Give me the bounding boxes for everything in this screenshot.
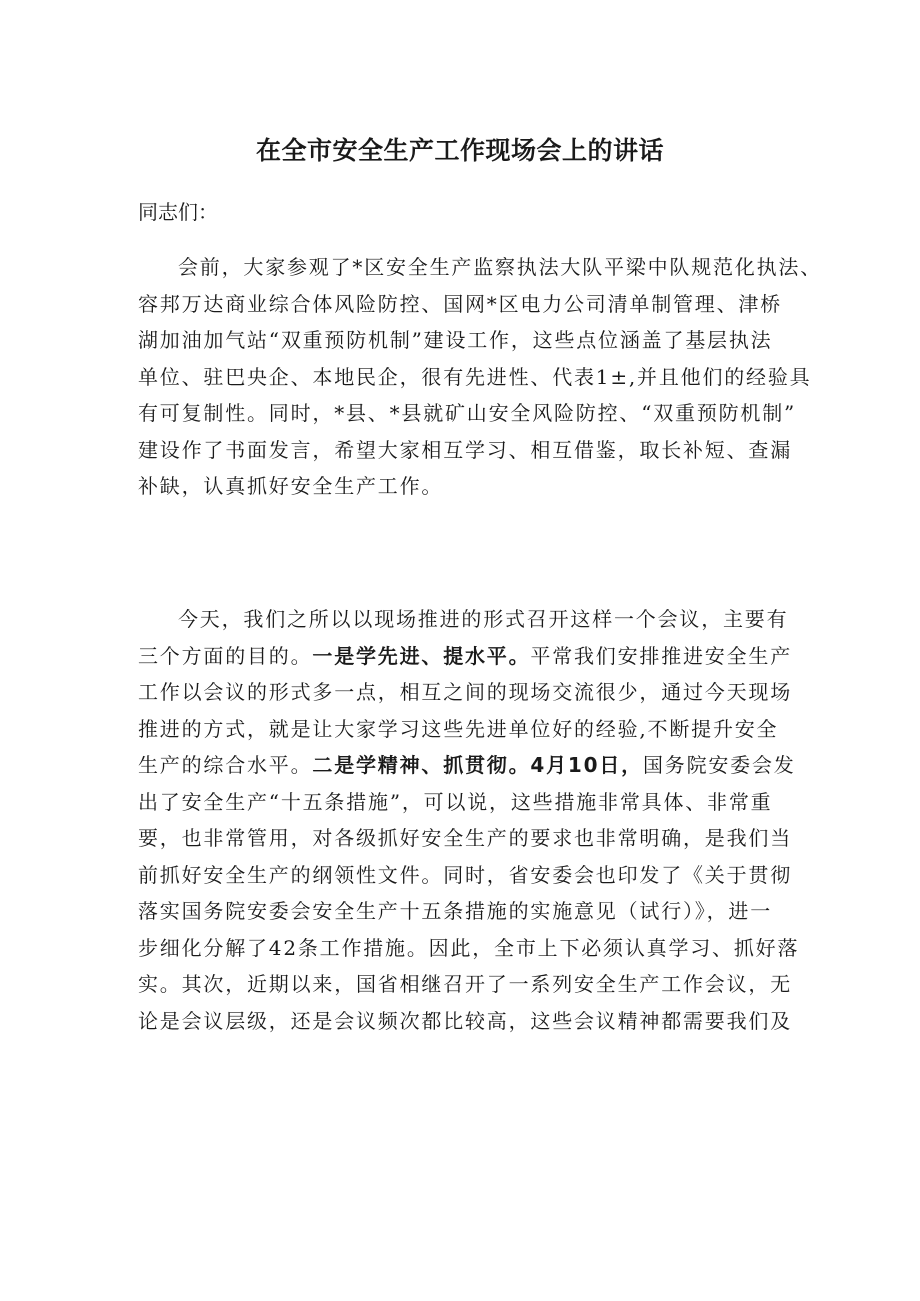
paragraph-2 (138, 601, 800, 1039)
paragraph-line: 实。其次，近期以来，国省相继召开了一系列安全生产工作会议，无 (138, 972, 792, 996)
paragraph-line: 今天，我们之所以以现场推进的形式召开这样一个会议，主要有 (178, 607, 789, 631)
paragraph-line: 要，也非常管用，对各级抓好安全生产的要求也非常明确，是我们当 (138, 826, 792, 850)
document-title: 在全市安全生产工作现场会上的讲话 (255, 136, 664, 165)
text-run: 平常我们安排推进安全生产 (530, 643, 793, 668)
paragraph-line: 补缺，认真抓好安全生产工作。 (138, 474, 444, 498)
text-run: 国务院安委会发 (642, 753, 796, 777)
paragraph-line: 出了安全生产“十五条措施”，可以说，这些措施非常具体、非常重 (138, 789, 773, 814)
paragraph-line (138, 747, 796, 784)
paragraph-line: 有可复制性。同时，*县、*县就矿山安全风险防控、“双重预防机制” (138, 401, 797, 425)
paragraph-line (138, 638, 793, 675)
paragraph-line: 湖加油加气站“双重预防机制”建设工作，这些点位涵盖了基层执法 (138, 328, 773, 352)
paragraph-line: 单位、驻巴央企、本地民企，很有先进性、代表1±,并且他们的经验具 (138, 364, 812, 389)
paragraph-line: 落实国务院安委会安全生产十五条措施的实施意见（试行）》，进一 (138, 899, 772, 923)
paragraph-line: 步细化分解了42条工作措施。因此，全市上下必须认真学习、抓好落 (138, 935, 800, 960)
text-run: 生产的综合水平。 (138, 753, 313, 777)
paragraph-line: 论是会议层级，还是会议频次都比较高，这些会议精神都需要我们及 (138, 1008, 792, 1033)
bold-point-one: 一是学先进、提水平。 (312, 643, 531, 668)
bold-point-two: 二是学精神、抓贯彻。 (312, 753, 531, 777)
paragraph-line: 工作以会议的形式多一点，相互之间的现场交流很少，通过今天现场 (138, 680, 792, 704)
paragraph-line: 前抓好安全生产的纲领性文件。同时，省安委会也印发了《关于贯彻 (138, 862, 792, 887)
paragraph-line: 推进的方式，就是让大家学习这些先进单位好的经验,不断提升安全 (138, 716, 779, 741)
paragraph-line: 容邦万达商业综合体风险防控、国网*区电力公司清单制管理、津桥 (138, 291, 782, 316)
paragraph-line: 会前，大家参观了*区安全生产监察执法大队平梁中队规范化执法、 (178, 255, 822, 279)
salutation: 同志们： (138, 200, 218, 224)
bold-date: 4月10日， (530, 753, 643, 777)
paragraph-line: 建设作了书面发言，希望大家相互学习、相互借鉴，取长补短、查漏 (138, 437, 792, 462)
text-run: 三个方面的目的。 (138, 643, 313, 668)
paragraph-1 (138, 249, 822, 505)
